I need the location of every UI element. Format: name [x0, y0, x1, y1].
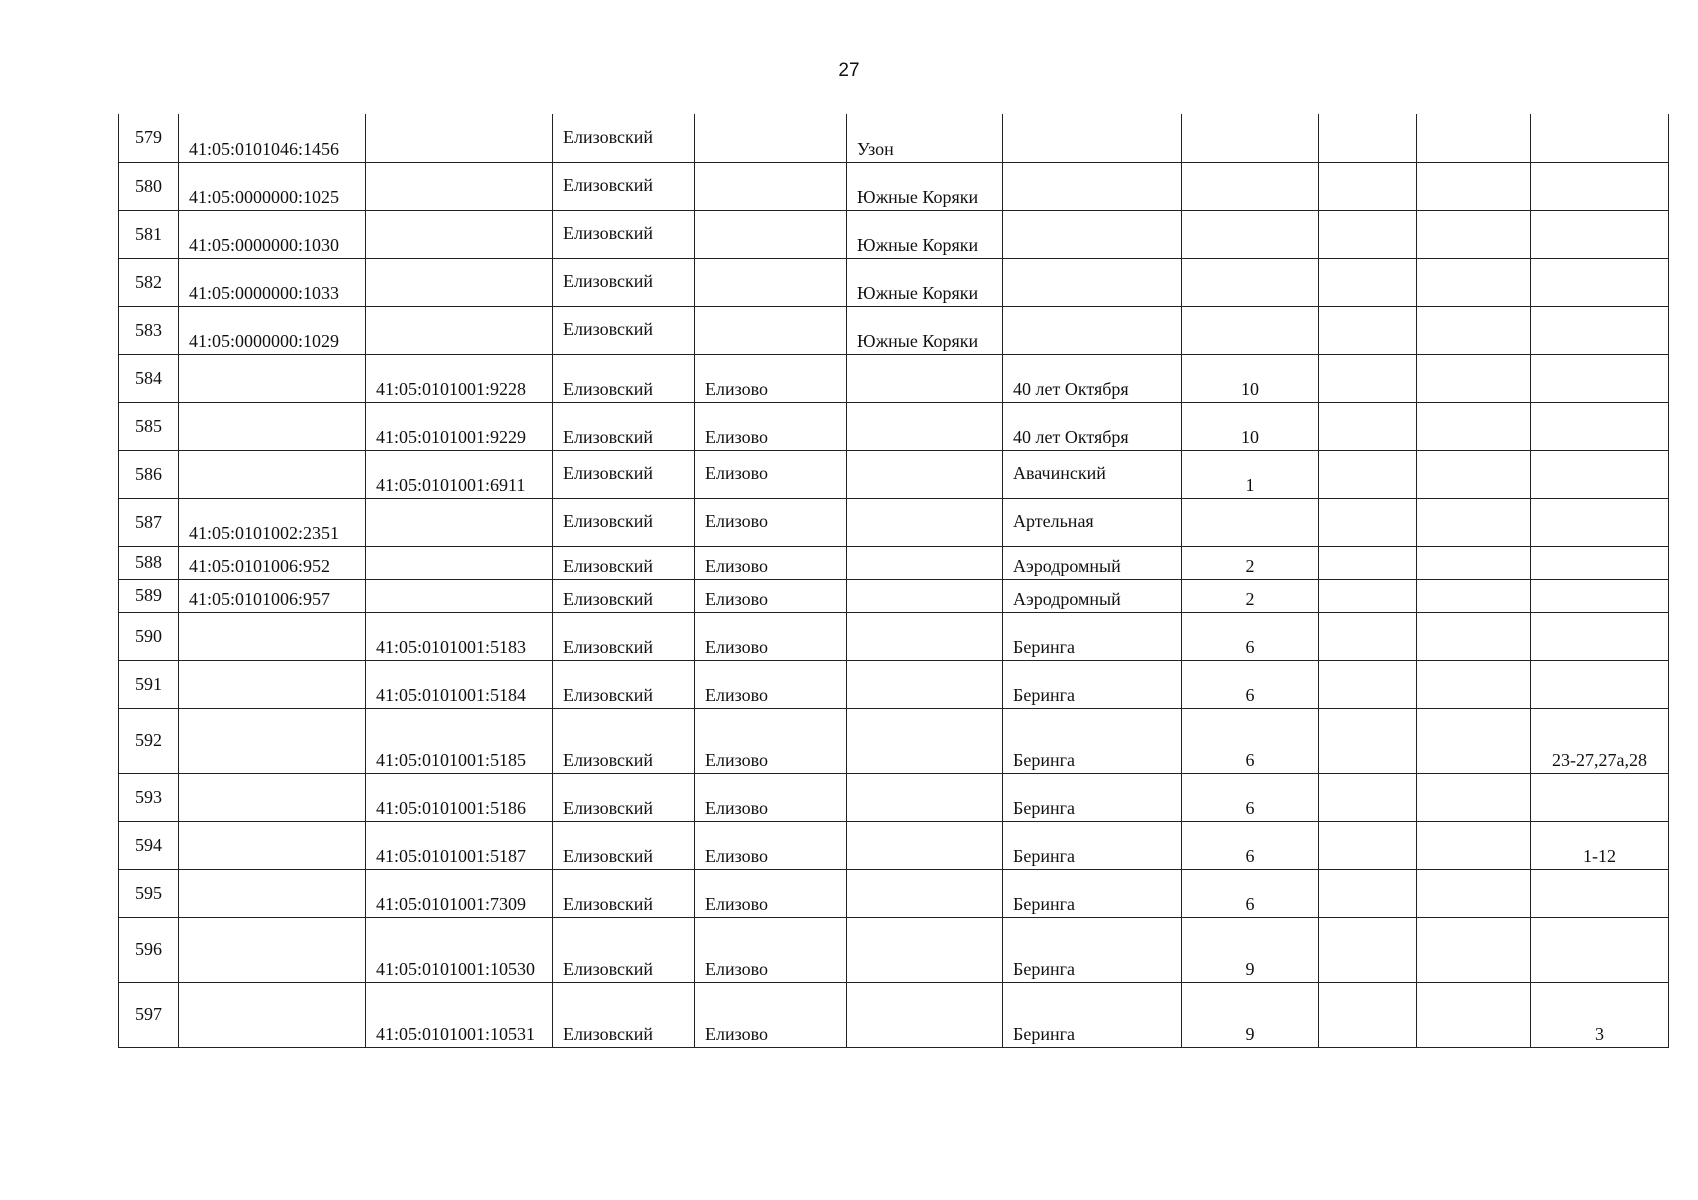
extra-cell-2 [1417, 612, 1531, 660]
cadastral-number-cell: 41:05:0000000:1029 [179, 306, 366, 354]
house-number-cell: 2 [1182, 546, 1319, 579]
table-row [119, 162, 1669, 210]
cadastral-number-cell [179, 869, 366, 917]
row-number: 584 [119, 354, 179, 402]
building-cadastral-number-cell: 41:05:0101001:9228 [366, 354, 553, 402]
extra-cell-2 [1417, 708, 1531, 773]
locality-cell [695, 258, 847, 306]
table-row [119, 306, 1669, 354]
cadastral-number-cell [179, 773, 366, 821]
apartments-cell [1531, 579, 1669, 612]
house-number-cell: 10 [1182, 354, 1319, 402]
settlement-cell [847, 917, 1003, 982]
building-cadastral-number-cell: 41:05:0101001:5183 [366, 612, 553, 660]
extra-cell-2 [1417, 579, 1531, 612]
district-cell: Елизовский [553, 982, 695, 1047]
apartments-cell [1531, 498, 1669, 546]
settlement-cell [847, 773, 1003, 821]
row-number: 589 [119, 579, 179, 612]
row-number: 590 [119, 612, 179, 660]
extra-cell-2 [1417, 498, 1531, 546]
extra-cell-1 [1319, 114, 1417, 162]
locality-cell: Елизово [695, 402, 847, 450]
row-number: 593 [119, 773, 179, 821]
table-row [119, 498, 1669, 546]
locality-cell: Елизово [695, 579, 847, 612]
apartments-cell [1531, 162, 1669, 210]
building-cadastral-number-cell [366, 210, 553, 258]
extra-cell-2 [1417, 306, 1531, 354]
extra-cell-2 [1417, 114, 1531, 162]
table-row [119, 354, 1669, 402]
row-number: 588 [119, 546, 179, 579]
street-cell: Аэродромный [1003, 546, 1182, 579]
row-number: 585 [119, 402, 179, 450]
district-cell: Елизовский [553, 869, 695, 917]
cadastral-number-cell [179, 917, 366, 982]
extra-cell-2 [1417, 821, 1531, 869]
table-row [119, 210, 1669, 258]
table-row [119, 546, 1669, 579]
district-cell: Елизовский [553, 306, 695, 354]
building-cadastral-number-cell [366, 306, 553, 354]
extra-cell-1 [1319, 354, 1417, 402]
settlement-cell [847, 982, 1003, 1047]
district-cell: Елизовский [553, 114, 695, 162]
cadastral-number-cell: 41:05:0000000:1025 [179, 162, 366, 210]
apartments-cell [1531, 612, 1669, 660]
extra-cell-1 [1319, 546, 1417, 579]
district-cell: Елизовский [553, 354, 695, 402]
street-cell: Беринга [1003, 821, 1182, 869]
district-cell: Елизовский [553, 210, 695, 258]
extra-cell-2 [1417, 402, 1531, 450]
extra-cell-2 [1417, 660, 1531, 708]
settlement-cell [847, 660, 1003, 708]
district-cell: Елизовский [553, 773, 695, 821]
building-cadastral-number-cell: 41:05:0101001:5186 [366, 773, 553, 821]
house-number-cell: 6 [1182, 612, 1319, 660]
row-number: 583 [119, 306, 179, 354]
district-cell: Елизовский [553, 402, 695, 450]
extra-cell-2 [1417, 258, 1531, 306]
row-number: 582 [119, 258, 179, 306]
settlement-cell [847, 354, 1003, 402]
district-cell: Елизовский [553, 579, 695, 612]
extra-cell-1 [1319, 660, 1417, 708]
street-cell [1003, 306, 1182, 354]
house-number-cell [1182, 210, 1319, 258]
street-cell: Авачинский [1003, 450, 1182, 498]
extra-cell-2 [1417, 773, 1531, 821]
district-cell: Елизовский [553, 450, 695, 498]
row-number: 586 [119, 450, 179, 498]
street-cell [1003, 162, 1182, 210]
building-cadastral-number-cell: 41:05:0101001:7309 [366, 869, 553, 917]
locality-cell: Елизово [695, 869, 847, 917]
apartments-cell [1531, 402, 1669, 450]
building-cadastral-number-cell [366, 498, 553, 546]
house-number-cell [1182, 114, 1319, 162]
street-cell [1003, 210, 1182, 258]
row-number: 594 [119, 821, 179, 869]
settlement-cell: Южные Коряки [847, 162, 1003, 210]
settlement-cell [847, 402, 1003, 450]
street-cell [1003, 114, 1182, 162]
apartments-cell: 3 [1531, 982, 1669, 1047]
extra-cell-1 [1319, 402, 1417, 450]
table-row [119, 114, 1669, 162]
house-number-cell [1182, 162, 1319, 210]
settlement-cell [847, 708, 1003, 773]
street-cell: Беринга [1003, 708, 1182, 773]
cadastral-number-cell: 41:05:0101002:2351 [179, 498, 366, 546]
extra-cell-1 [1319, 708, 1417, 773]
settlement-cell [847, 612, 1003, 660]
street-cell: Беринга [1003, 660, 1182, 708]
extra-cell-1 [1319, 869, 1417, 917]
apartments-cell [1531, 917, 1669, 982]
locality-cell: Елизово [695, 450, 847, 498]
street-cell: Артельная [1003, 498, 1182, 546]
page-number: 27 [838, 60, 860, 81]
house-number-cell: 6 [1182, 821, 1319, 869]
house-number-cell [1182, 306, 1319, 354]
extra-cell-1 [1319, 162, 1417, 210]
street-cell: 40 лет Октября [1003, 402, 1182, 450]
district-cell: Елизовский [553, 258, 695, 306]
table-row [119, 579, 1669, 612]
row-number: 580 [119, 162, 179, 210]
row-number: 587 [119, 498, 179, 546]
registry-table [118, 114, 1669, 1048]
row-number: 591 [119, 660, 179, 708]
table-row [119, 773, 1669, 821]
extra-cell-2 [1417, 210, 1531, 258]
locality-cell [695, 162, 847, 210]
settlement-cell: Южные Коряки [847, 258, 1003, 306]
extra-cell-1 [1319, 258, 1417, 306]
district-cell: Елизовский [553, 546, 695, 579]
house-number-cell: 1 [1182, 450, 1319, 498]
table-row [119, 660, 1669, 708]
house-number-cell: 9 [1182, 917, 1319, 982]
cadastral-number-cell: 41:05:0000000:1033 [179, 258, 366, 306]
cadastral-number-cell: 41:05:0101046:1456 [179, 114, 366, 162]
cadastral-number-cell [179, 660, 366, 708]
locality-cell: Елизово [695, 982, 847, 1047]
table-row [119, 708, 1669, 773]
street-cell: Беринга [1003, 982, 1182, 1047]
cadastral-number-cell [179, 402, 366, 450]
street-cell: Аэродромный [1003, 579, 1182, 612]
building-cadastral-number-cell: 41:05:0101001:10531 [366, 982, 553, 1047]
extra-cell-1 [1319, 498, 1417, 546]
cadastral-number-cell: 41:05:0101006:952 [179, 546, 366, 579]
building-cadastral-number-cell: 41:05:0101001:5185 [366, 708, 553, 773]
settlement-cell [847, 450, 1003, 498]
locality-cell: Елизово [695, 660, 847, 708]
street-cell: Беринга [1003, 773, 1182, 821]
apartments-cell: 23-27,27а,28 [1531, 708, 1669, 773]
locality-cell: Елизово [695, 354, 847, 402]
cadastral-number-cell: 41:05:0101006:957 [179, 579, 366, 612]
building-cadastral-number-cell: 41:05:0101001:10530 [366, 917, 553, 982]
district-cell: Елизовский [553, 162, 695, 210]
building-cadastral-number-cell [366, 546, 553, 579]
extra-cell-2 [1417, 982, 1531, 1047]
district-cell: Елизовский [553, 708, 695, 773]
house-number-cell: 6 [1182, 773, 1319, 821]
street-cell: Беринга [1003, 869, 1182, 917]
street-cell: Беринга [1003, 917, 1182, 982]
extra-cell-1 [1319, 450, 1417, 498]
settlement-cell: Узон [847, 114, 1003, 162]
house-number-cell: 6 [1182, 869, 1319, 917]
apartments-cell [1531, 210, 1669, 258]
extra-cell-1 [1319, 982, 1417, 1047]
registry-body [119, 114, 1669, 1047]
building-cadastral-number-cell [366, 579, 553, 612]
cadastral-number-cell [179, 450, 366, 498]
locality-cell [695, 114, 847, 162]
extra-cell-2 [1417, 917, 1531, 982]
building-cadastral-number-cell: 41:05:0101001:5187 [366, 821, 553, 869]
locality-cell: Елизово [695, 821, 847, 869]
district-cell: Елизовский [553, 917, 695, 982]
extra-cell-2 [1417, 354, 1531, 402]
cadastral-number-cell: 41:05:0000000:1030 [179, 210, 366, 258]
house-number-cell: 9 [1182, 982, 1319, 1047]
table-row [119, 821, 1669, 869]
settlement-cell [847, 498, 1003, 546]
extra-cell-1 [1319, 821, 1417, 869]
cadastral-number-cell [179, 612, 366, 660]
apartments-cell [1531, 354, 1669, 402]
row-number: 579 [119, 114, 179, 162]
cadastral-number-cell [179, 982, 366, 1047]
house-number-cell: 10 [1182, 402, 1319, 450]
district-cell: Елизовский [553, 660, 695, 708]
district-cell: Елизовский [553, 612, 695, 660]
apartments-cell [1531, 114, 1669, 162]
building-cadastral-number-cell: 41:05:0101001:6911 [366, 450, 553, 498]
locality-cell [695, 306, 847, 354]
extra-cell-1 [1319, 612, 1417, 660]
cadastral-number-cell [179, 821, 366, 869]
settlement-cell: Южные Коряки [847, 306, 1003, 354]
locality-cell: Елизово [695, 498, 847, 546]
street-cell: 40 лет Октября [1003, 354, 1182, 402]
extra-cell-1 [1319, 579, 1417, 612]
cadastral-number-cell [179, 354, 366, 402]
apartments-cell [1531, 546, 1669, 579]
street-cell [1003, 258, 1182, 306]
street-cell: Беринга [1003, 612, 1182, 660]
house-number-cell [1182, 498, 1319, 546]
extra-cell-1 [1319, 210, 1417, 258]
house-number-cell: 2 [1182, 579, 1319, 612]
building-cadastral-number-cell [366, 114, 553, 162]
building-cadastral-number-cell [366, 258, 553, 306]
house-number-cell: 6 [1182, 708, 1319, 773]
table-row [119, 917, 1669, 982]
table-row [119, 258, 1669, 306]
extra-cell-1 [1319, 917, 1417, 982]
apartments-cell [1531, 869, 1669, 917]
row-number: 592 [119, 708, 179, 773]
building-cadastral-number-cell [366, 162, 553, 210]
row-number: 581 [119, 210, 179, 258]
settlement-cell [847, 869, 1003, 917]
settlement-cell [847, 546, 1003, 579]
apartments-cell: 1-12 [1531, 821, 1669, 869]
table-row [119, 612, 1669, 660]
locality-cell: Елизово [695, 612, 847, 660]
extra-cell-2 [1417, 546, 1531, 579]
district-cell: Елизовский [553, 498, 695, 546]
apartments-cell [1531, 450, 1669, 498]
table-row [119, 869, 1669, 917]
locality-cell: Елизово [695, 708, 847, 773]
house-number-cell: 6 [1182, 660, 1319, 708]
settlement-cell [847, 579, 1003, 612]
apartments-cell [1531, 660, 1669, 708]
table-row [119, 450, 1669, 498]
table-row [119, 982, 1669, 1047]
extra-cell-2 [1417, 869, 1531, 917]
cadastral-number-cell [179, 708, 366, 773]
house-number-cell [1182, 258, 1319, 306]
building-cadastral-number-cell: 41:05:0101001:5184 [366, 660, 553, 708]
locality-cell: Елизово [695, 773, 847, 821]
extra-cell-1 [1319, 306, 1417, 354]
locality-cell: Елизово [695, 546, 847, 579]
extra-cell-2 [1417, 162, 1531, 210]
settlement-cell: Южные Коряки [847, 210, 1003, 258]
row-number: 596 [119, 917, 179, 982]
locality-cell [695, 210, 847, 258]
locality-cell: Елизово [695, 917, 847, 982]
row-number: 597 [119, 982, 179, 1047]
apartments-cell [1531, 773, 1669, 821]
extra-cell-1 [1319, 773, 1417, 821]
row-number: 595 [119, 869, 179, 917]
district-cell: Елизовский [553, 821, 695, 869]
apartments-cell [1531, 306, 1669, 354]
apartments-cell [1531, 258, 1669, 306]
settlement-cell [847, 821, 1003, 869]
building-cadastral-number-cell: 41:05:0101001:9229 [366, 402, 553, 450]
table-row [119, 402, 1669, 450]
extra-cell-2 [1417, 450, 1531, 498]
